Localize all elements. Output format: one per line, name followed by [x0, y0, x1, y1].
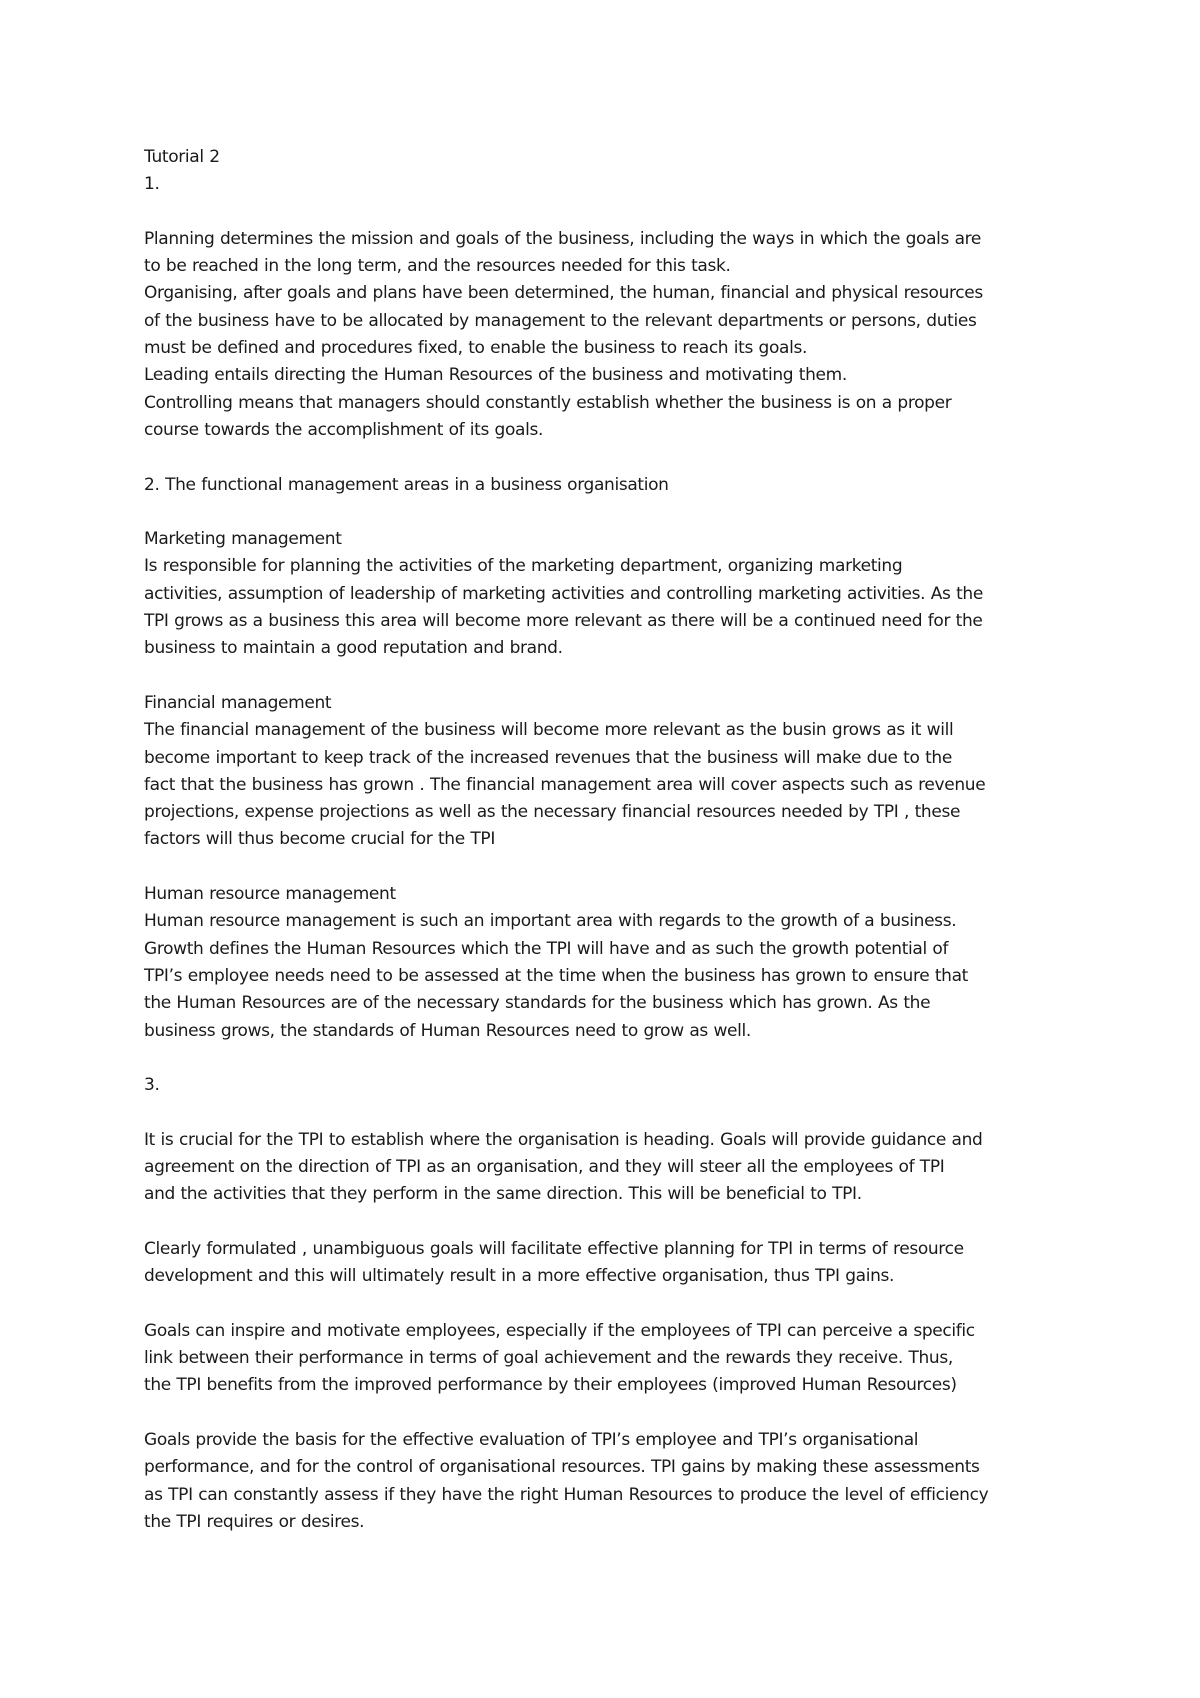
- spacer: [144, 1400, 1064, 1427]
- text-line: Organising, after goals and plans have been determined, the human, financial and physical resources: [144, 283, 983, 304]
- question-2-heading: 2. The functional management areas in a business organisation: [144, 474, 669, 495]
- text-line: agreement on the direction of TPI as an organisation, and they will steer all the employees of TPI: [144, 1156, 945, 1177]
- spacer: [144, 1045, 1064, 1072]
- text-line: Goals can inspire and motivate employees, especially if the employees of TPI can perceive a specific: [144, 1320, 975, 1341]
- text-line: business grows, the standards of Human Resources need to grow as well.: [144, 1020, 751, 1041]
- text-line: business to maintain a good reputation and brand.: [144, 638, 563, 659]
- text-line: course towards the accomplishment of its goals.: [144, 419, 544, 440]
- text-line: factors will thus become crucial for the TPI: [144, 829, 495, 850]
- question-3-paragraph-1: [144, 1127, 1064, 1209]
- text-line: Controlling means that managers should constantly establish whether the business is on a proper: [144, 392, 952, 413]
- text-line: The financial management of the business will become more relevant as the busin grows as it will: [144, 720, 954, 741]
- text-line: Is responsible for planning the activities of the marketing department, organizing marketing: [144, 556, 903, 577]
- question-1-number: 1.: [144, 174, 160, 195]
- text-line: the Human Resources are of the necessary standards for the business which has grown. As the: [144, 993, 931, 1014]
- section-heading: Human resource management: [144, 884, 396, 905]
- text-line: as TPI can constantly assess if they have the right Human Resources to produce the level of efficiency: [144, 1484, 989, 1505]
- text-line: development and this will ultimately result in a more effective organisation, thus TPI gains.: [144, 1266, 895, 1287]
- spacer: [144, 444, 1064, 471]
- text-line: link between their performance in terms of goal achievement and the rewards they receive. Thus,: [144, 1348, 953, 1369]
- text-line: the TPI requires or desires.: [144, 1511, 365, 1532]
- text-line: Planning determines the mission and goals of the business, including the ways in which the goals are: [144, 228, 982, 249]
- text-line: the TPI benefits from the improved performance by their employees (improved Human Resources): [144, 1375, 957, 1396]
- spacer: [144, 1290, 1064, 1317]
- hr-section: [144, 881, 1064, 1045]
- text-line: It is crucial for the TPI to establish where the organisation is heading. Goals will provide guidance and: [144, 1129, 983, 1150]
- document-title: Tutorial 2: [144, 147, 220, 167]
- spacer: [144, 854, 1064, 881]
- question-3-paragraph-2: [144, 1236, 1064, 1291]
- spacer: [144, 199, 1064, 226]
- text-line: and the activities that they perform in the same direction. This will be beneficial to TPI.: [144, 1184, 862, 1205]
- document-body: [144, 144, 1064, 1536]
- spacer: [144, 663, 1064, 690]
- text-line: become important to keep track of the increased revenues that the business will make due to the: [144, 747, 952, 768]
- financial-section: [144, 690, 1064, 854]
- spacer: [144, 1209, 1064, 1236]
- question-3-paragraph-3: [144, 1318, 1064, 1400]
- text-line: Clearly formulated , unambiguous goals will facilitate effective planning for TPI in terms of resource: [144, 1238, 964, 1259]
- section-heading: Financial management: [144, 692, 332, 713]
- text-line: Goals provide the basis for the effective evaluation of TPI’s employee and TPI’s organisational: [144, 1429, 919, 1450]
- text-line: projections, expense projections as well as the necessary financial resources needed by TPI , these: [144, 802, 961, 823]
- spacer: [144, 1099, 1064, 1126]
- section-heading: Marketing management: [144, 529, 342, 550]
- text-line: activities, assumption of leadership of marketing activities and controlling marketing activities. As the: [144, 583, 983, 604]
- text-line: Leading entails directing the Human Resources of the business and motivating them.: [144, 365, 847, 386]
- text-line: must be defined and procedures fixed, to enable the business to reach its goals.: [144, 338, 808, 359]
- question-3-paragraph-4: [144, 1427, 1064, 1536]
- text-line: Human resource management is such an important area with regards to the growth of a business.: [144, 911, 957, 932]
- marketing-section: [144, 526, 1064, 662]
- text-line: Growth defines the Human Resources which the TPI will have and as such the growth potential of: [144, 938, 949, 959]
- question-3-number: 3.: [144, 1075, 160, 1096]
- text-line: performance, and for the control of organisational resources. TPI gains by making these assessments: [144, 1457, 980, 1478]
- question-1-answer: [144, 226, 1064, 444]
- text-line: TPI grows as a business this area will become more relevant as there will be a continued need for the: [144, 611, 983, 632]
- text-line: of the business have to be allocated by management to the relevant departments or persons, duties: [144, 310, 977, 331]
- spacer: [144, 499, 1064, 526]
- text-line: fact that the business has grown . The financial management area will cover aspects such as revenue: [144, 774, 986, 795]
- text-line: to be reached in the long term, and the resources needed for this task.: [144, 256, 731, 277]
- text-line: TPI’s employee needs need to be assessed at the time when the business has grown to ensure that: [144, 965, 968, 986]
